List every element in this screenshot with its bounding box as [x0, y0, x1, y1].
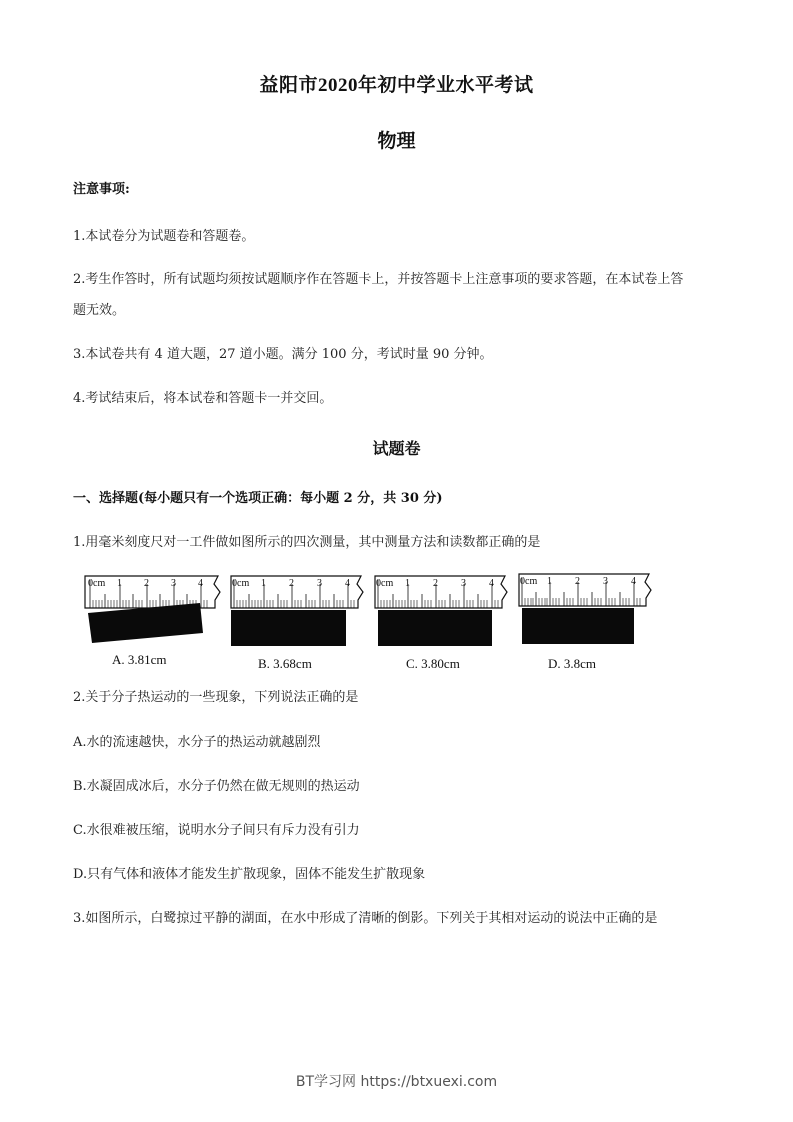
question-2-option-c: C.水很难被压缩，说明水分子间只有斥力没有引力	[73, 823, 360, 838]
exam-subject: 物理	[377, 130, 416, 152]
ruler-b-icon	[228, 570, 368, 650]
note-item: 3.本试卷共有 4 道大题，27 道小题。满分 100 分，考试时量 90 分钟。	[73, 347, 493, 362]
ruler-measurement-figure	[80, 570, 670, 680]
note-item: 2.考生作答时，所有试题均须按试题顺序作在答题卡上，并按答题卡上注意事项的要求答题，在本试卷上答	[73, 272, 684, 287]
question-1-stem: 1.用毫米刻度尺对一工件做如图所示的四次测量，其中测量方法和读数都正确的是	[73, 535, 541, 550]
svg-text:3: 3	[461, 578, 466, 589]
svg-text:1: 1	[547, 576, 552, 587]
question-2-option-a: A.水的流速越快，水分子的热运动就越剧烈	[73, 735, 321, 750]
svg-text:1: 1	[117, 578, 122, 589]
question-2-option-d: D.只有气体和液体才能发生扩散现象，固体不能发生扩散现象	[73, 867, 426, 882]
ruler-d-caption: D. 3.8cm	[548, 656, 597, 671]
svg-text:2: 2	[289, 578, 294, 589]
svg-text:3: 3	[317, 578, 322, 589]
note-item: 1.本试卷分为试题卷和答题卷。	[73, 229, 255, 244]
svg-text:0cm: 0cm	[520, 576, 538, 587]
svg-text:0cm: 0cm	[376, 578, 394, 589]
question-2-stem: 2.关于分子热运动的一些现象，下列说法正确的是	[73, 690, 359, 705]
ruler-d-icon	[516, 570, 656, 650]
question-2-option-b: B.水凝固成冰后，水分子仍然在做无规则的热运动	[73, 779, 360, 794]
note-item: 4.考试结束后，将本试卷和答题卡一并交回。	[73, 391, 333, 406]
ruler-b-caption: B. 3.68cm	[258, 656, 312, 671]
ruler-a-caption: A. 3.81cm	[112, 652, 167, 667]
watermark-footer: BT学习网 https://btxuexi.com	[295, 1074, 498, 1090]
ruler-c-icon	[372, 570, 512, 650]
note-item-continued: 题无效。	[73, 303, 126, 318]
svg-text:1: 1	[261, 578, 266, 589]
ruler-option-d	[516, 570, 656, 654]
svg-text:2: 2	[433, 578, 438, 589]
ruler-option-c	[372, 570, 512, 654]
ruler-a-icon	[80, 570, 225, 650]
svg-text:3: 3	[171, 578, 176, 589]
svg-text:1: 1	[405, 578, 410, 589]
svg-text:4: 4	[489, 578, 494, 589]
svg-text:0cm: 0cm	[232, 578, 250, 589]
svg-text:2: 2	[575, 576, 580, 587]
ruler-option-b	[228, 570, 368, 654]
svg-text:3: 3	[603, 576, 608, 587]
svg-text:4: 4	[198, 578, 203, 589]
svg-text:4: 4	[631, 576, 636, 587]
question-3-stem: 3.如图所示，白鹭掠过平静的湖面，在水中形成了清晰的倒影。下列关于其相对运动的说法中正确的是	[73, 911, 658, 926]
ruler-option-a	[80, 570, 225, 654]
section-title: 试题卷	[372, 439, 421, 458]
svg-text:2: 2	[144, 578, 149, 589]
ruler-c-caption: C. 3.80cm	[406, 656, 460, 671]
exam-title: 益阳市2020年初中学业水平考试	[259, 75, 534, 96]
svg-text:4: 4	[345, 578, 350, 589]
notes-heading: 注意事项:	[73, 182, 130, 197]
part-title: 一、选择题(每小题只有一个选项正确：每小题 2 分，共 30 分)	[73, 491, 443, 506]
svg-text:0cm: 0cm	[88, 578, 106, 589]
